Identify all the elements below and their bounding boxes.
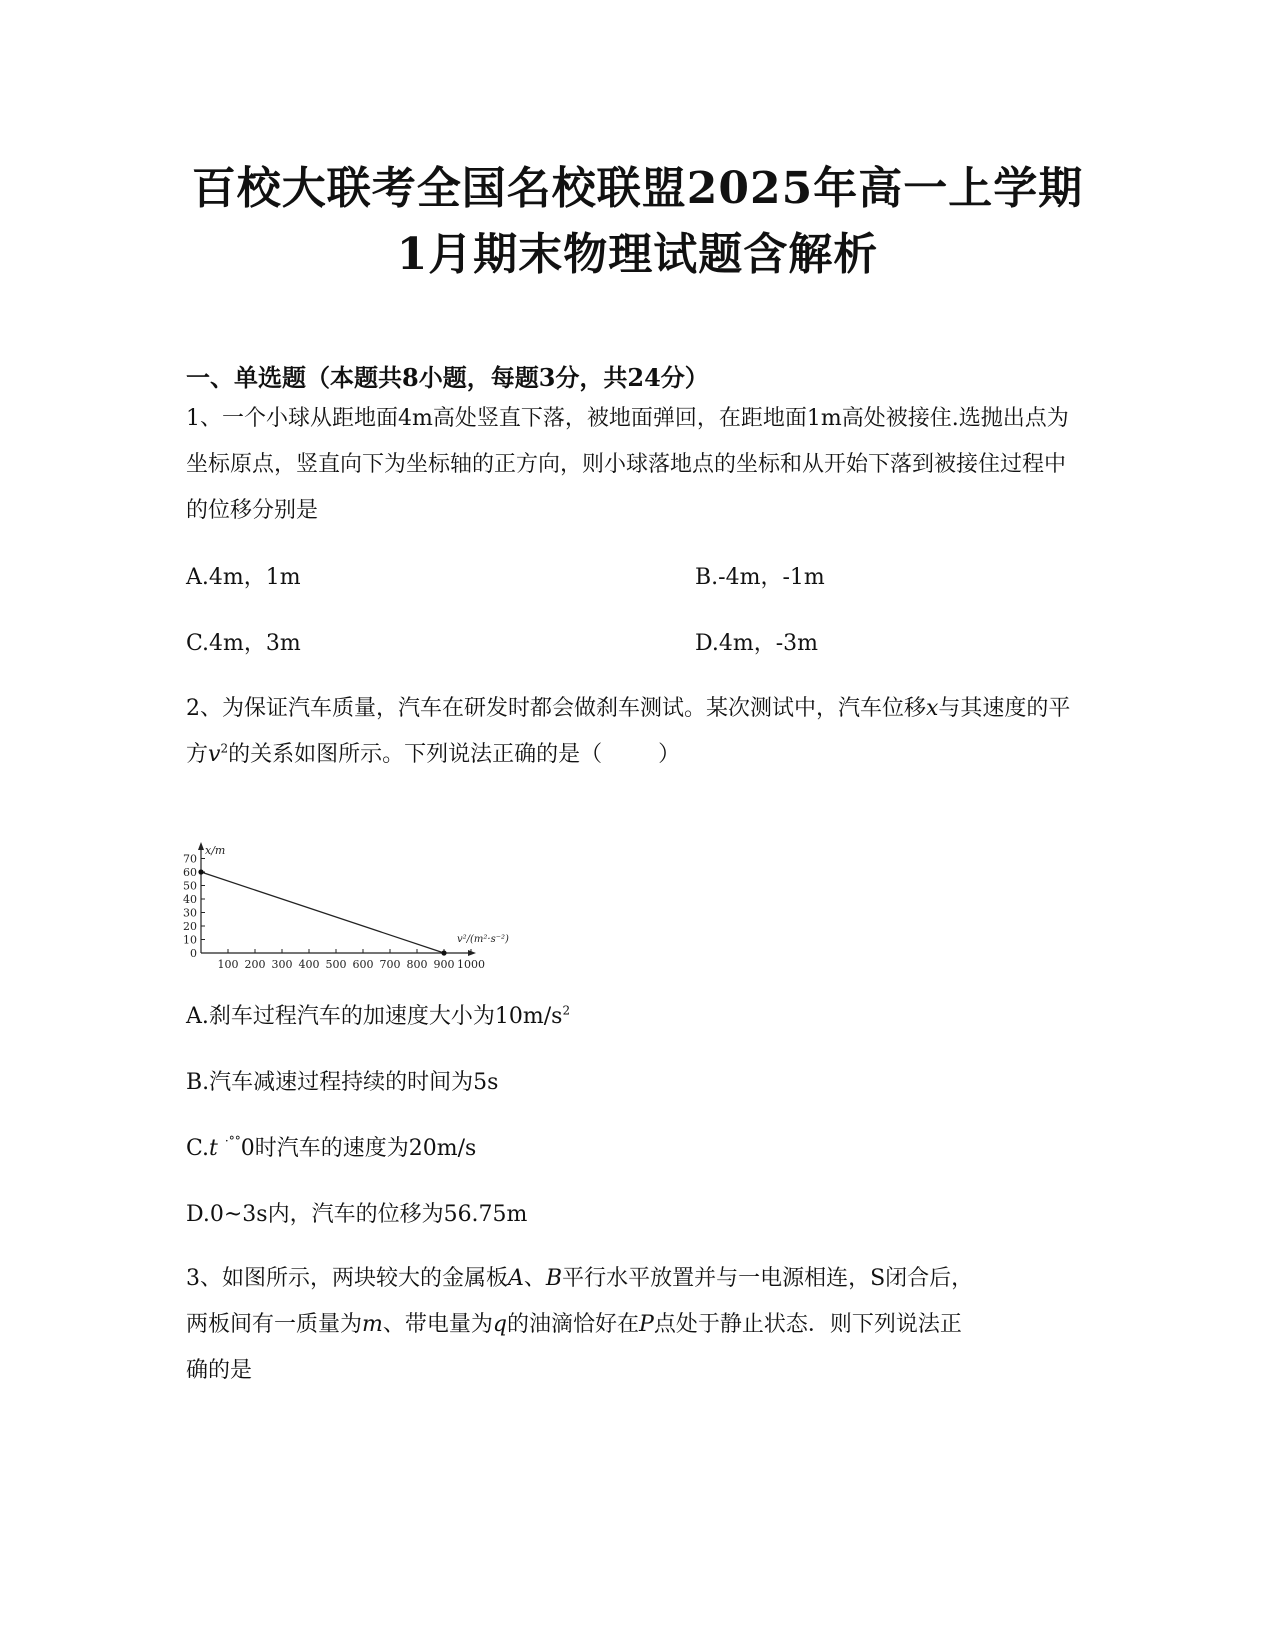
x-tick-label: 300 bbox=[271, 958, 293, 971]
y-tick-label: 60 bbox=[183, 866, 197, 879]
question-3-text bbox=[186, 1256, 1086, 1394]
q3-line-2 bbox=[186, 1302, 1086, 1348]
x-v2-chart bbox=[178, 840, 538, 980]
x-tick-label: 800 bbox=[406, 958, 428, 971]
q3-text-part: 3、如图所示，两块较大的金属板 bbox=[186, 1266, 508, 1291]
q3-var-A: A bbox=[508, 1266, 524, 1291]
q2-text-part: ） bbox=[658, 742, 681, 767]
q3-var-m: m bbox=[362, 1312, 383, 1337]
q2-option-a-text: A.刹车过程汽车的加速度大小为10m/s bbox=[186, 1004, 563, 1029]
q1-option-a: A.4m，1m bbox=[186, 565, 301, 590]
x-axis-arrow bbox=[468, 950, 476, 956]
y-tick-label: 10 bbox=[183, 933, 197, 947]
y-tick-label: 50 bbox=[183, 879, 197, 893]
data-point bbox=[198, 869, 203, 874]
x-tick-label: 700 bbox=[379, 958, 401, 971]
x-tick-label: 900 bbox=[433, 958, 455, 971]
q3-text-part: 平行水平放置并与一电源相连，S闭合后， bbox=[562, 1266, 974, 1291]
q2-option-b: B.汽车减速过程持续的时间为5s bbox=[186, 1070, 499, 1095]
data-line bbox=[201, 872, 444, 953]
q3-text-part: 、 bbox=[523, 1266, 546, 1291]
x-tick-label: 200 bbox=[244, 958, 266, 971]
y-axis-label: x/m bbox=[205, 844, 226, 857]
q2-text-part: 的关系如图所示。下列说法正确的是（ bbox=[228, 742, 603, 767]
q1-option-d: D.4m，-3m bbox=[695, 631, 818, 656]
y-tick-label: 0 bbox=[190, 947, 197, 960]
x-tick-label: 400 bbox=[298, 958, 320, 971]
question-2-text bbox=[186, 686, 1086, 778]
q3-line-1 bbox=[186, 1256, 1086, 1302]
x-tick-label: 600 bbox=[352, 958, 374, 971]
x-tick-label: 1000 bbox=[457, 958, 485, 971]
q3-text-part: 、带电量为 bbox=[382, 1312, 493, 1337]
q2-var-v: v bbox=[208, 742, 221, 767]
q2-var-x: x bbox=[926, 696, 939, 721]
q2-superscript: 2 bbox=[220, 741, 229, 756]
q3-line-3: 确的是 bbox=[186, 1358, 253, 1383]
q3-text-part: 的油滴恰好在 bbox=[507, 1312, 640, 1337]
question-1-text: 1、一个小球从距地面4m高处竖直下落，被地面弹回，在距地面1m高处被接住.选抛出点为坐标原点，竖直向下为坐标轴的正方向，则小球落地点的坐标和从开始下落到被接住过程中的位移分别是 bbox=[186, 406, 1069, 523]
y-tick-label: 20 bbox=[183, 920, 197, 933]
q2-option-c bbox=[186, 1134, 476, 1166]
document-title-line-2: 1月期末物理试题含解析 bbox=[396, 229, 879, 280]
q3-text-part: 两板间有一质量为 bbox=[186, 1312, 363, 1337]
y-tick-label: 70 bbox=[183, 852, 197, 866]
x-axis-label: v²/(m²·s⁻²) bbox=[457, 934, 509, 945]
q1-option-b: B.-4m，-1m bbox=[695, 565, 825, 590]
q3-text-part: 点处于静止状态．则下列说法正 bbox=[653, 1312, 962, 1337]
x-tick-label: 100 bbox=[217, 958, 239, 971]
q3-var-q: q bbox=[492, 1312, 507, 1337]
q3-var-P: P bbox=[639, 1312, 654, 1337]
document-title-line-1: 百校大联考全国名校联盟2025年高一上学期 bbox=[191, 163, 1084, 214]
y-tick-label: 30 bbox=[183, 906, 197, 920]
x-tick-label: 500 bbox=[325, 958, 347, 971]
data-point bbox=[441, 950, 446, 955]
q3-var-B: B bbox=[545, 1266, 563, 1291]
y-tick-label: 40 bbox=[183, 893, 197, 906]
q2-text-part: 2、为保证汽车质量，汽车在研发时都会做刹车测试。某次测试中，汽车位移 bbox=[186, 696, 926, 721]
q2-option-c-var-t: t bbox=[209, 1136, 218, 1161]
q2-text-part: 与其速度的平方 bbox=[186, 696, 1071, 767]
q2-option-c-text: 0时汽车的速度为20m/s bbox=[240, 1136, 477, 1161]
q2-option-a-superscript: 2 bbox=[562, 1003, 571, 1018]
q2-option-c-mark: ·°° bbox=[224, 1134, 241, 1148]
y-axis-arrow bbox=[198, 842, 204, 850]
q1-option-c: C.4m，3m bbox=[186, 631, 301, 656]
q2-option-a bbox=[186, 1002, 570, 1032]
section-heading: 一、单选题（本题共8小题，每题3分，共24分） bbox=[186, 363, 709, 392]
q2-option-c-prefix: C. bbox=[186, 1136, 210, 1161]
q2-option-d: D.0~3s内，汽车的位移为56.75m bbox=[186, 1202, 528, 1227]
